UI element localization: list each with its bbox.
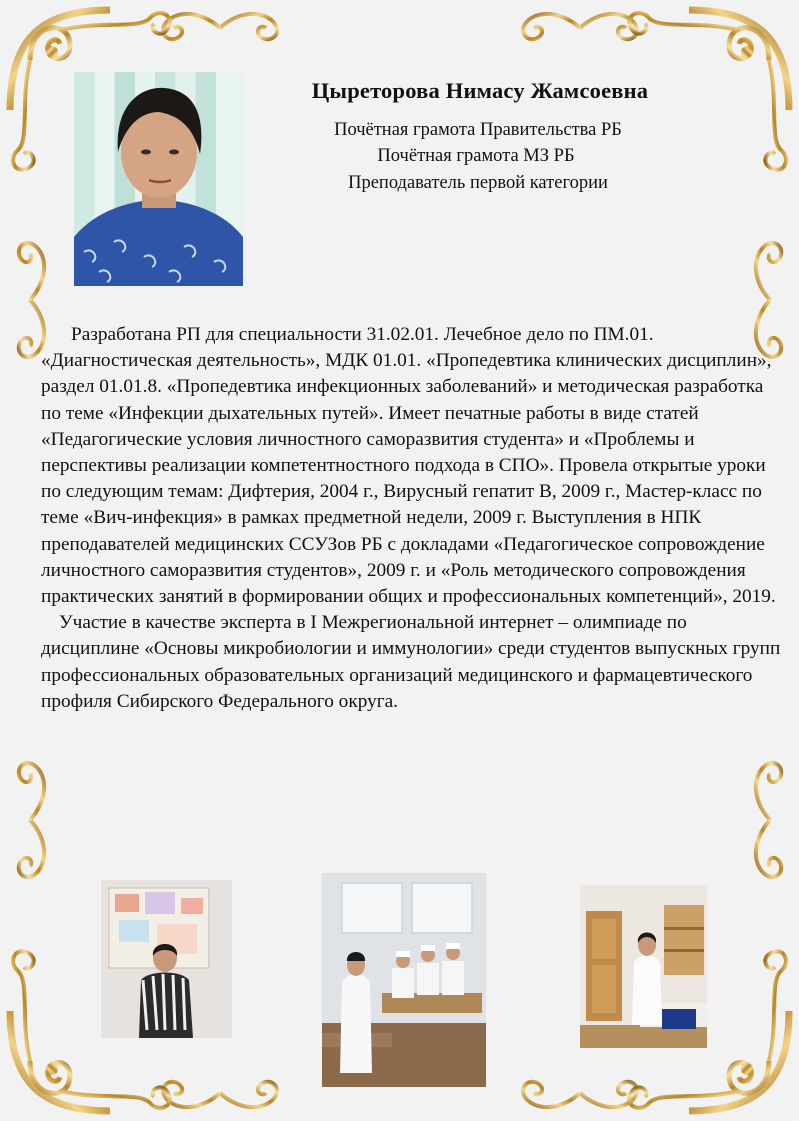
award-government: Почётная грамота Правительства РБ <box>334 120 622 140</box>
biography-text <box>41 322 781 715</box>
person-name: Цыреторова Нимасу Жамсоевна <box>311 78 649 103</box>
teacher-category: Преподаватель первой категории <box>348 173 608 193</box>
award-ministry: Почётная грамота МЗ РБ <box>377 146 575 166</box>
teacher-in-office-photo <box>580 885 707 1048</box>
classroom-photo <box>322 873 486 1087</box>
teacher-at-stand-photo <box>101 880 232 1038</box>
bio-paragraph: Участие в качестве эксперта в I Межрегиональной интернет – олимпиаде по дисциплине «Основы микробиологии и иммунологии» среди студентов выпускных групп профессиональных образовательных организаций медицинского и фармацевтического профиля Сибирского Федерального округа. <box>41 612 781 712</box>
bio-paragraph: Разработана РП для специальности 31.02.01. Лечебное дело по ПМ.01. «Диагностическая деятельность», МДК 01.01. «Пропедевтика клинических дисциплин», раздел 01.01.8. «Пропедевтика инфекционных заболеваний» и методическая разработка по теме «Инфекции дыхательных путей». Имеет печатные работы в виде статей «Педагогические условия личностного саморазвития студента» и «Проблемы и перспективы реализации компетентностного подхода в СПО». Провела открытые уроки по следующим темам: Дифтерия, 2004 г., Вирусный гепатит В, 2009 г., Мастер-класс по теме «Вич-инфекция» в рамках предметной недели, 2009 г. Выступления в НПК преподавателей медицинских ССУЗов РБ с докладами «Педагогическое сопровождение личностного саморазвития студентов», 2009 г. и «Роль методического сопровождения практических занятий в формировании общих и профессиональных компетенций», 2019. <box>41 324 776 608</box>
portrait-photo <box>74 72 243 286</box>
